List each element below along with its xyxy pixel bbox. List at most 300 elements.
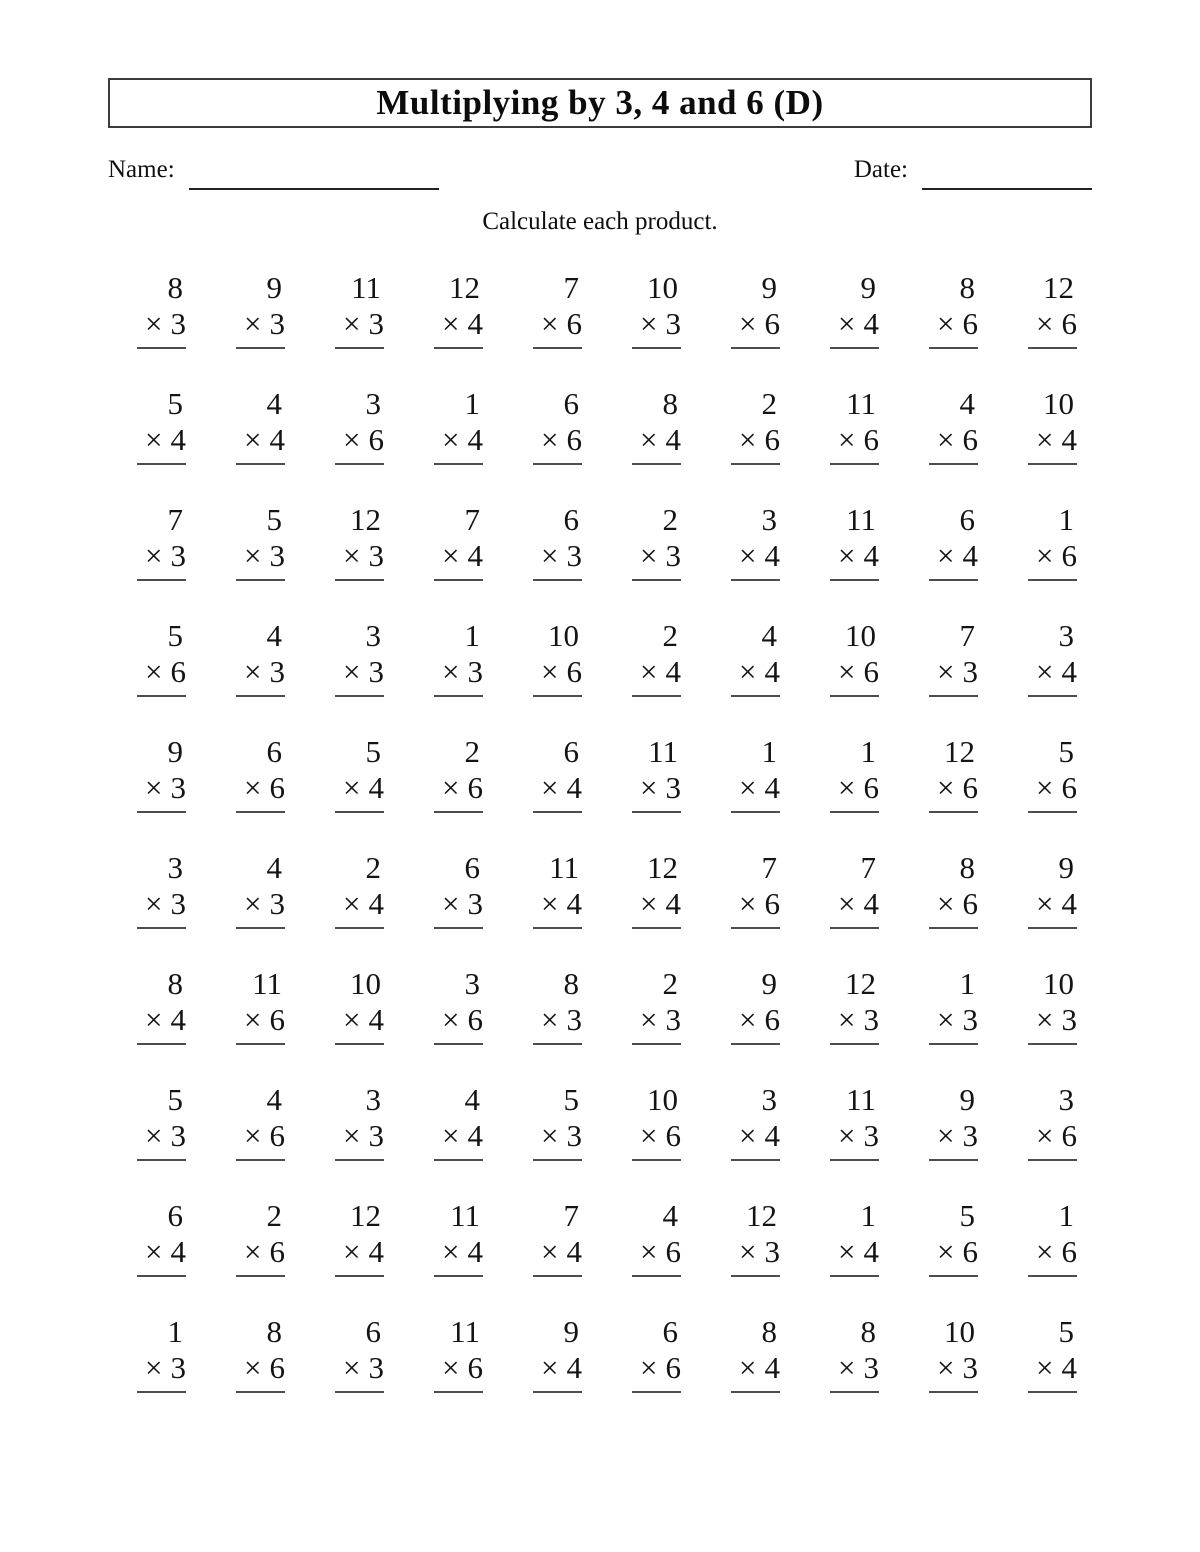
answer-blank[interactable]: [236, 927, 285, 929]
multiply-icon: ×: [145, 770, 163, 805]
answer-blank[interactable]: [632, 1159, 681, 1161]
answer-blank[interactable]: [632, 463, 681, 465]
problem-r4-c4: [402, 618, 501, 697]
answer-blank[interactable]: [236, 811, 285, 813]
answer-blank[interactable]: [1028, 1275, 1077, 1277]
multiplier: 4: [764, 1350, 780, 1385]
answer-blank[interactable]: [731, 1043, 780, 1045]
problem-r1-c9: [897, 270, 996, 349]
multiply-icon: ×: [739, 1118, 757, 1153]
multiplier: 3: [269, 306, 285, 341]
multiplicand: 4: [266, 1082, 282, 1117]
multiply-icon: ×: [442, 306, 460, 341]
multiplicand: 9: [563, 1314, 579, 1349]
multiplier: 4: [566, 1350, 582, 1385]
answer-blank[interactable]: [929, 1391, 978, 1393]
answer-blank[interactable]: [137, 463, 186, 465]
problem-r4-c8: [798, 618, 897, 697]
answer-blank[interactable]: [335, 579, 384, 581]
multiplicand: 12: [1043, 270, 1074, 305]
multiplicand: 12: [350, 502, 381, 537]
multiplicand: 1: [860, 1198, 876, 1233]
multiplier-row: [699, 538, 780, 574]
multiplier-row: [798, 1234, 879, 1270]
multiplier: 6: [665, 1234, 681, 1269]
answer-blank[interactable]: [533, 927, 582, 929]
answer-blank[interactable]: [830, 695, 879, 697]
multiplicand: 3: [365, 386, 381, 421]
multiplier-row: [501, 1002, 582, 1038]
multiplier: 3: [269, 886, 285, 921]
answer-blank[interactable]: [731, 347, 780, 349]
multiplier-row: [204, 654, 285, 690]
answer-blank[interactable]: [236, 1391, 285, 1393]
answer-blank[interactable]: [533, 347, 582, 349]
multiplicand: 1: [1058, 502, 1074, 537]
multiplier: 4: [1061, 422, 1077, 457]
problem-r8-c4: [402, 1082, 501, 1161]
multiplier: 4: [269, 422, 285, 457]
multiplier-row: [897, 1350, 978, 1386]
answer-blank[interactable]: [632, 811, 681, 813]
answer-blank[interactable]: [533, 1391, 582, 1393]
multiplicand: 8: [860, 1314, 876, 1349]
multiplicand: 9: [266, 270, 282, 305]
multiplier-row: [798, 886, 879, 922]
answer-blank[interactable]: [533, 811, 582, 813]
answer-blank[interactable]: [434, 1043, 483, 1045]
multiplier-row: [105, 306, 186, 342]
answer-blank[interactable]: [830, 1043, 879, 1045]
problem-r9-c5: [501, 1198, 600, 1277]
multiplier: 4: [665, 886, 681, 921]
answer-blank[interactable]: [335, 463, 384, 465]
multiply-icon: ×: [442, 538, 460, 573]
multiplicand: 9: [761, 270, 777, 305]
multiplier-row: [996, 306, 1077, 342]
multiplier-row: [798, 1002, 879, 1038]
answer-blank[interactable]: [632, 1043, 681, 1045]
answer-blank[interactable]: [533, 579, 582, 581]
multiplier-row: [105, 654, 186, 690]
multiplicand: 4: [266, 850, 282, 885]
answer-blank[interactable]: [1028, 695, 1077, 697]
answer-blank[interactable]: [731, 579, 780, 581]
answer-blank[interactable]: [929, 695, 978, 697]
problem-r5-c1: [105, 734, 204, 813]
multiply-icon: ×: [244, 1350, 262, 1385]
multiplier-row: [699, 886, 780, 922]
problem-r2-c9: [897, 386, 996, 465]
multiplicand: 1: [860, 734, 876, 769]
multiplier: 6: [1061, 306, 1077, 341]
multiplier: 4: [368, 1234, 384, 1269]
multiplier: 3: [962, 1118, 978, 1153]
answer-blank[interactable]: [137, 695, 186, 697]
problem-r3-c1: [105, 502, 204, 581]
problem-r6-c6: [600, 850, 699, 929]
problem-r4-c9: [897, 618, 996, 697]
multiplier-row: [996, 654, 1077, 690]
multiply-icon: ×: [640, 1002, 658, 1037]
answer-blank[interactable]: [236, 695, 285, 697]
answer-blank[interactable]: [830, 1275, 879, 1277]
problem-r1-c8: [798, 270, 897, 349]
problem-r3-c2: [204, 502, 303, 581]
multiplicand: 6: [365, 1314, 381, 1349]
answer-blank[interactable]: [533, 695, 582, 697]
multiply-icon: ×: [640, 886, 658, 921]
answer-blank[interactable]: [335, 695, 384, 697]
multiply-icon: ×: [937, 1350, 955, 1385]
multiplicand: 7: [464, 502, 480, 537]
multiply-icon: ×: [640, 1350, 658, 1385]
problem-r2-c1: [105, 386, 204, 465]
multiplicand: 8: [563, 966, 579, 1001]
answer-blank[interactable]: [335, 1043, 384, 1045]
multiplier-row: [600, 1234, 681, 1270]
multiplier: 3: [269, 538, 285, 573]
answer-blank[interactable]: [1028, 927, 1077, 929]
answer-blank[interactable]: [731, 1275, 780, 1277]
multiplicand: 11: [351, 270, 381, 305]
multiplier: 6: [269, 1118, 285, 1153]
multiplicand: 6: [563, 502, 579, 537]
answer-blank[interactable]: [335, 927, 384, 929]
answer-blank[interactable]: [929, 927, 978, 929]
answer-blank[interactable]: [731, 463, 780, 465]
answer-blank[interactable]: [434, 811, 483, 813]
answer-blank[interactable]: [929, 1275, 978, 1277]
multiplicand: 1: [464, 386, 480, 421]
answer-blank[interactable]: [434, 463, 483, 465]
multiplicand: 11: [846, 1082, 876, 1117]
multiplicand: 8: [167, 966, 183, 1001]
answer-blank[interactable]: [335, 1275, 384, 1277]
multiplier-row: [897, 770, 978, 806]
answer-blank[interactable]: [1028, 347, 1077, 349]
multiplier: 3: [1061, 1002, 1077, 1037]
answer-blank[interactable]: [929, 579, 978, 581]
answer-blank[interactable]: [830, 463, 879, 465]
answer-blank[interactable]: [434, 927, 483, 929]
answer-blank[interactable]: [929, 1043, 978, 1045]
answer-blank[interactable]: [632, 347, 681, 349]
multiplicand: 2: [662, 618, 678, 653]
multiply-icon: ×: [937, 306, 955, 341]
multiplicand: 3: [761, 502, 777, 537]
multiply-icon: ×: [541, 770, 559, 805]
answer-blank[interactable]: [731, 811, 780, 813]
multiplier-row: [798, 1350, 879, 1386]
multiply-icon: ×: [145, 538, 163, 573]
problem-r7-c10: [996, 966, 1095, 1045]
answer-blank[interactable]: [830, 811, 879, 813]
multiplicand: 8: [959, 270, 975, 305]
multiply-icon: ×: [541, 654, 559, 689]
answer-blank[interactable]: [335, 347, 384, 349]
multiplier: 6: [1061, 1118, 1077, 1153]
answer-blank[interactable]: [137, 1043, 186, 1045]
problem-r2-c2: [204, 386, 303, 465]
multiplier-row: [897, 1002, 978, 1038]
answer-blank[interactable]: [236, 1159, 285, 1161]
answer-blank[interactable]: [929, 811, 978, 813]
answer-blank[interactable]: [1028, 811, 1077, 813]
multiplier: 6: [467, 770, 483, 805]
multiplier-row: [798, 306, 879, 342]
multiply-icon: ×: [640, 306, 658, 341]
multiplicand: 7: [860, 850, 876, 885]
multiplicand: 9: [860, 270, 876, 305]
answer-blank[interactable]: [137, 579, 186, 581]
multiplier: 3: [368, 1350, 384, 1385]
multiplicand: 4: [266, 386, 282, 421]
name-input-line[interactable]: [189, 162, 439, 190]
multiplier: 4: [863, 886, 879, 921]
answer-blank[interactable]: [632, 927, 681, 929]
multiplier: 6: [1061, 1234, 1077, 1269]
answer-blank[interactable]: [434, 695, 483, 697]
multiply-icon: ×: [343, 1002, 361, 1037]
multiplier: 6: [170, 654, 186, 689]
date-label: Date:: [853, 156, 908, 183]
multiplier-row: [402, 1234, 483, 1270]
answer-blank[interactable]: [1028, 579, 1077, 581]
answer-blank[interactable]: [830, 1159, 879, 1161]
multiply-icon: ×: [244, 1002, 262, 1037]
multiplier: 4: [170, 1002, 186, 1037]
multiplicand: 3: [167, 850, 183, 885]
problem-r2-c8: [798, 386, 897, 465]
answer-blank[interactable]: [731, 1159, 780, 1161]
multiplier-row: [798, 770, 879, 806]
answer-blank[interactable]: [335, 1159, 384, 1161]
multiplicand: 1: [464, 618, 480, 653]
multiply-icon: ×: [838, 538, 856, 573]
answer-blank[interactable]: [236, 1043, 285, 1045]
multiply-icon: ×: [640, 1234, 658, 1269]
answer-blank[interactable]: [434, 1275, 483, 1277]
answer-blank[interactable]: [830, 579, 879, 581]
multiplier: 6: [764, 306, 780, 341]
answer-blank[interactable]: [137, 927, 186, 929]
multiplier-row: [996, 538, 1077, 574]
name-field: [108, 156, 439, 184]
date-input-line[interactable]: [922, 162, 1092, 190]
multiplicand: 7: [563, 270, 579, 305]
multiplier-row: [897, 654, 978, 690]
answer-blank[interactable]: [236, 463, 285, 465]
answer-blank[interactable]: [434, 1391, 483, 1393]
multiply-icon: ×: [838, 1002, 856, 1037]
answer-blank[interactable]: [434, 1159, 483, 1161]
multiplier: 6: [1061, 538, 1077, 573]
problem-r3-c7: [699, 502, 798, 581]
answer-blank[interactable]: [335, 811, 384, 813]
multiply-icon: ×: [541, 886, 559, 921]
multiply-icon: ×: [640, 1118, 658, 1153]
multiplicand: 6: [167, 1198, 183, 1233]
problem-r4-c5: [501, 618, 600, 697]
answer-blank[interactable]: [236, 347, 285, 349]
answer-blank[interactable]: [632, 579, 681, 581]
answer-blank[interactable]: [1028, 1043, 1077, 1045]
answer-blank[interactable]: [137, 347, 186, 349]
multiplier: 4: [368, 886, 384, 921]
multiplier: 3: [566, 1118, 582, 1153]
multiplier: 3: [863, 1350, 879, 1385]
answer-blank[interactable]: [731, 927, 780, 929]
multiply-icon: ×: [1036, 654, 1054, 689]
multiplier-row: [798, 1118, 879, 1154]
instruction-text: Calculate each product.: [482, 208, 718, 235]
problem-r9-c6: [600, 1198, 699, 1277]
problem-r7-c7: [699, 966, 798, 1045]
multiply-icon: ×: [1036, 1002, 1054, 1037]
multiplicand: 8: [761, 1314, 777, 1349]
multiplier: 3: [467, 886, 483, 921]
multiplier: 3: [665, 306, 681, 341]
multiplier-row: [402, 1002, 483, 1038]
problem-r8-c2: [204, 1082, 303, 1161]
multiplier-row: [699, 1118, 780, 1154]
answer-blank[interactable]: [632, 1391, 681, 1393]
multiplier-row: [402, 886, 483, 922]
multiply-icon: ×: [442, 1118, 460, 1153]
multiplier-row: [402, 306, 483, 342]
multiply-icon: ×: [244, 1234, 262, 1269]
multiply-icon: ×: [145, 1234, 163, 1269]
multiplicand: 2: [266, 1198, 282, 1233]
multiplier-row: [501, 1118, 582, 1154]
answer-blank[interactable]: [929, 1159, 978, 1161]
multiplicand: 4: [761, 618, 777, 653]
multiplicand: 3: [365, 618, 381, 653]
answer-blank[interactable]: [830, 347, 879, 349]
answer-blank[interactable]: [236, 1275, 285, 1277]
multiplicand: 5: [365, 734, 381, 769]
problem-r4-c7: [699, 618, 798, 697]
multiplicand: 7: [761, 850, 777, 885]
multiplicand: 11: [450, 1314, 480, 1349]
multiplicand: 10: [1043, 966, 1074, 1001]
answer-blank[interactable]: [137, 1275, 186, 1277]
multiplier: 6: [566, 654, 582, 689]
multiply-icon: ×: [244, 654, 262, 689]
multiplicand: 11: [450, 1198, 480, 1233]
multiplier-row: [402, 422, 483, 458]
multiply-icon: ×: [640, 422, 658, 457]
answer-blank[interactable]: [335, 1391, 384, 1393]
problem-r9-c1: [105, 1198, 204, 1277]
multiplicand: 3: [1058, 1082, 1074, 1117]
multiply-icon: ×: [442, 770, 460, 805]
answer-blank[interactable]: [929, 347, 978, 349]
answer-blank[interactable]: [533, 463, 582, 465]
answer-blank[interactable]: [434, 579, 483, 581]
answer-blank[interactable]: [632, 1275, 681, 1277]
problem-r9-c10: [996, 1198, 1095, 1277]
multiplier: 4: [764, 538, 780, 573]
problem-r8-c10: [996, 1082, 1095, 1161]
multiply-icon: ×: [541, 1350, 559, 1385]
problem-r5-c9: [897, 734, 996, 813]
multiply-icon: ×: [739, 770, 757, 805]
multiplicand: 7: [959, 618, 975, 653]
answer-blank[interactable]: [1028, 1159, 1077, 1161]
problem-r2-c3: [303, 386, 402, 465]
problem-r7-c3: [303, 966, 402, 1045]
multiply-icon: ×: [442, 654, 460, 689]
multiplier-row: [105, 770, 186, 806]
answer-blank[interactable]: [533, 1275, 582, 1277]
multiplicand: 11: [846, 386, 876, 421]
multiplicand: 5: [167, 386, 183, 421]
answer-blank[interactable]: [929, 463, 978, 465]
multiply-icon: ×: [1036, 306, 1054, 341]
multiplier: 3: [467, 654, 483, 689]
multiply-icon: ×: [937, 886, 955, 921]
problem-r1-c7: [699, 270, 798, 349]
multiplicand: 2: [662, 966, 678, 1001]
problem-r3-c10: [996, 502, 1095, 581]
problem-r6-c10: [996, 850, 1095, 929]
multiplicand: 3: [761, 1082, 777, 1117]
multiplier-row: [600, 538, 681, 574]
multiplier: 6: [962, 1234, 978, 1269]
problem-r6-c4: [402, 850, 501, 929]
answer-blank[interactable]: [632, 695, 681, 697]
problem-grid: [105, 270, 1095, 1393]
multiplier: 3: [962, 1002, 978, 1037]
problem-r9-c3: [303, 1198, 402, 1277]
answer-blank[interactable]: [731, 695, 780, 697]
multiplier: 6: [566, 306, 582, 341]
answer-blank[interactable]: [1028, 463, 1077, 465]
answer-blank[interactable]: [137, 811, 186, 813]
problem-r5-c2: [204, 734, 303, 813]
multiplicand: 11: [252, 966, 282, 1001]
answer-blank[interactable]: [434, 347, 483, 349]
multiplier-row: [402, 1350, 483, 1386]
problem-r3-c9: [897, 502, 996, 581]
multiplier: 6: [269, 1234, 285, 1269]
answer-blank[interactable]: [137, 1391, 186, 1393]
multiplicand: 7: [167, 502, 183, 537]
answer-blank[interactable]: [137, 1159, 186, 1161]
answer-blank[interactable]: [830, 1391, 879, 1393]
answer-blank[interactable]: [236, 579, 285, 581]
multiplier: 4: [665, 422, 681, 457]
multiply-icon: ×: [343, 538, 361, 573]
multiplier-row: [699, 1002, 780, 1038]
problem-r7-c8: [798, 966, 897, 1045]
answer-blank[interactable]: [533, 1043, 582, 1045]
answer-blank[interactable]: [830, 927, 879, 929]
multiplier: 3: [962, 1350, 978, 1385]
multiplier-row: [402, 770, 483, 806]
multiplicand: 9: [167, 734, 183, 769]
problem-r8-c3: [303, 1082, 402, 1161]
problem-r2-c6: [600, 386, 699, 465]
answer-blank[interactable]: [731, 1391, 780, 1393]
multiplier-row: [303, 1350, 384, 1386]
answer-blank[interactable]: [533, 1159, 582, 1161]
answer-blank[interactable]: [1028, 1391, 1077, 1393]
multiplier-row: [798, 654, 879, 690]
multiplicand: 6: [959, 502, 975, 537]
